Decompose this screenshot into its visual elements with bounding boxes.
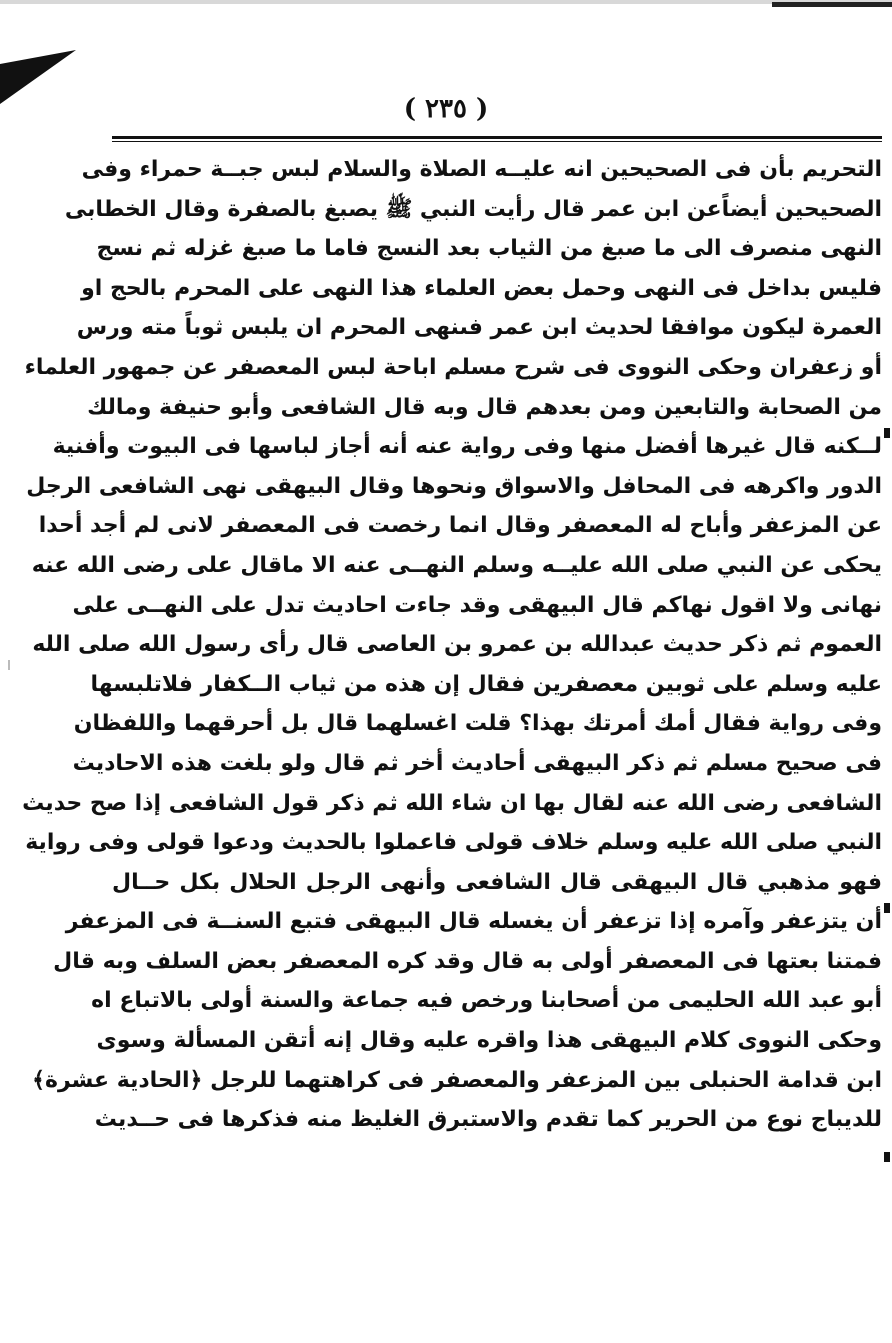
text-line: للديباج نوع من الحرير كما تقدم والاستبرق الغليظ منه فذكرها فى حــديث [94, 1107, 882, 1133]
text-line: وفى رواية فقال أمك أمرتك بهذا؟ قلت اغسلهما قال بل أحرقهما واللفظان [73, 711, 882, 737]
body-text [22, 150, 882, 1140]
text-line: فى صحيح مسلم ثم ذكر البيهقى أحاديث أخر ثم قال ولو بلغت هذه الاحاديث [72, 750, 882, 776]
text-line: فهو مذهبي قال البيهقى قال الشافعى وأنهى الرجل الحلال بكل حــال [112, 869, 882, 895]
text-line: أو زعفران وحكى النووى فى شرح مسلم اباحة لبس المعصفر عن جمهور العلماء [24, 354, 882, 380]
top-right-scan-mark [772, 2, 892, 7]
text-line: العمرة ليكون موافقا لحديث ابن عمر فىنهى المحرم ان يلبس ثوباً مته ورس [76, 315, 882, 341]
text-line: فمتنا بعتها فى المعصفر أولى به قال وقد كره المعصفر بعض السلف وبه قال [53, 948, 882, 974]
text-line: يحكى عن النبي صلى الله عليــه وسلم النهــى عنه الا ماقال على رضى الله عنه [31, 552, 882, 578]
top-edge-rule [0, 0, 892, 4]
text-line: وحكى النووى كلام البيهقى هذا واقره عليه وقال إنه أتقن المسألة وسوى [96, 1028, 882, 1054]
text-line: الدور واكرهه فى المحافل والاسواق ونحوها وقال البيهقى نهى الشافعى الرجل [26, 473, 882, 499]
text-line: عن المزعفر وأباح له المعصفر وقال انما رخصت فى المعصفر لانى لم أجد أحدا [38, 513, 882, 539]
margin-mark [884, 1152, 890, 1162]
text-line: النهى منصرف الى ما صبغ من الثياب بعد النسج فاما ما صبغ غزله ثم نسج [96, 236, 882, 262]
text-line: عليه وسلم على ثوبين معصفرين فقال إن هذه من ثياب الــكفار فلاتلبسها [90, 671, 882, 697]
text-line: ابن قدامة الحنبلى بين المزعفر والمعصفر فى كراهتهما للرجل ﴿الحادية عشرة﴾ [32, 1067, 882, 1093]
page-number: ( ٢٣٥ ) [403, 94, 489, 124]
margin-tick [8, 660, 10, 670]
text-line: أبو عبد الله الحليمى من أصحابنا ورخص فيه جماعة والسنة أولى بالاتباع اه [91, 988, 882, 1014]
text-line: لــكنه قال غيرها أفضل منها وفى رواية عنه أنه أجاز لباسها فى البيوت وأفنية [52, 434, 882, 460]
text-line: الشافعى رضى الله عنه لقال بها ان شاء الله ثم ذكر قول الشافعى إذا صح حديث [22, 790, 882, 816]
text-line: النبي صلى الله عليه وسلم خلاف قولى فاعملوا بالحديث ودعوا قولى وفى رواية [25, 830, 882, 856]
margin-mark [884, 428, 890, 438]
text-line: التحريم بأن فى الصحيحين انه عليــه الصلاة والسلام لبس جبــة حمراء وفى [81, 157, 882, 182]
text-line: من الصحابة والتابعين ومن بعدهم قال وبه قال الشافعى وأبو حنيفة ومالك [87, 394, 882, 420]
header-rule-thin [112, 141, 882, 142]
margin-mark [884, 903, 890, 913]
text-line: أن يتزعفر وآمره إذا تزعفر أن يغسله قال البيهقى فتبع السنــة فى المزعفر [65, 909, 882, 935]
text-line: نهانى ولا اقول نهاكم قال البيهقى وقد جاءت احاديث تدل على النهــى على [72, 592, 882, 618]
text-line: فليس بداخل فى النهى وحمل بعض العلماء هذا النهى على المحرم بالحج او [81, 275, 882, 301]
text-line: العموم ثم ذكر حديث عبدالله بن عمرو بن العاصى قال رأى رسول الله صلى الله [32, 632, 882, 658]
text-line: الصحيحين أيضاًعن ابن عمر قال رأيت النبي ﷺ يصبغ بالصفرة وقال الخطابى [64, 196, 882, 222]
header-rule [112, 136, 882, 139]
